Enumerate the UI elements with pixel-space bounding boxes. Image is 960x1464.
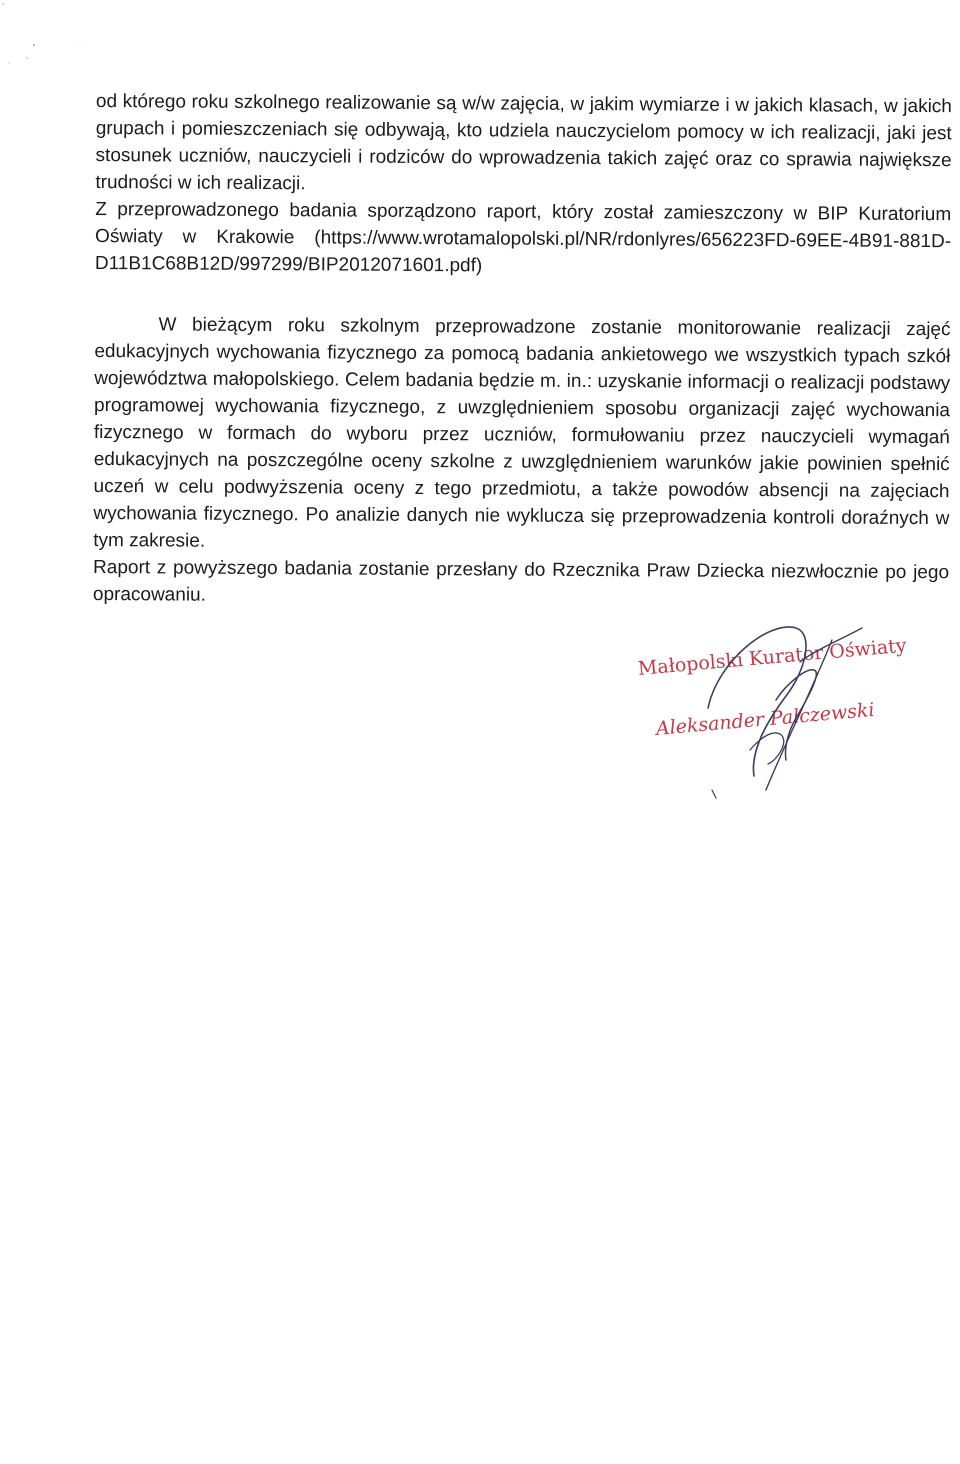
paragraph-monitoring: W bieżącym roku szkolnym przeprowadzone zostanie monitorowanie realizacji zajęć edukacyjnych wychowania fizycznego za pomocą badania ankietowego we wszystkich typach szkół województwa małopolskiego. Celem badania będzie m. in.: uzyskanie informacji o realizacji podstawy programowej wychowania fizycznego, z uwzględnieniem sposobu organizacji zajęć wychowania fizycznego w formach do wyboru przez uczniów, formułowaniu przez nauczycieli wymagań edukacyjnych na poszczególne oceny szkolne z uwzględnieniem warunków jakie powinien spełnić uczeń w celu podwyższenia oceny z tego przedmiotu, a także powodów absencji na zajęciach wychowania fizycznego. Po analizie danych nie wyklucza się przeprowadzenia kontroli doraźnych w tym zakresie. <box>93 314 951 552</box>
stamp-name: Aleksander Palczewski <box>655 698 876 740</box>
letter-body <box>93 88 952 613</box>
paragraph-report-link: Z przeprowadzonego badania sporządzono raport, który został zamieszczony w BIP Kuratorium Oświaty w Krakowie (https://www.wrotamalopolski.pl/NR/rdonlyres/656223FD-69EE-4B91-881D-D11B1C68B12D/997299/BIP2012071601.pdf) <box>94 198 952 277</box>
paragraph-report-delivery: Raport z powyższego badania zostanie przesłany do Rzecznika Praw Dziecka niezwłocznie po jego opracowaniu. <box>92 556 950 606</box>
scan-specks <box>0 0 120 90</box>
stamp-title: Małopolski Kurator Oświaty <box>637 634 908 680</box>
official-stamp <box>600 600 908 820</box>
handwritten-signature <box>600 600 900 820</box>
paragraph-survey-scope: od którego roku szkolnego realizowanie są w/w zajęcia, w jakim wymiarze i w jakich klasach, w jakich grupach i pomieszczeniach się odbywają, kto udziela nauczycielom pomocy w ich realizacji, jaki jest stosunek uczniów, nauczycieli i rodziców do wprowadzenia takich zajęć oraz co sprawia największe trudności w ich realizacji. <box>95 90 952 195</box>
